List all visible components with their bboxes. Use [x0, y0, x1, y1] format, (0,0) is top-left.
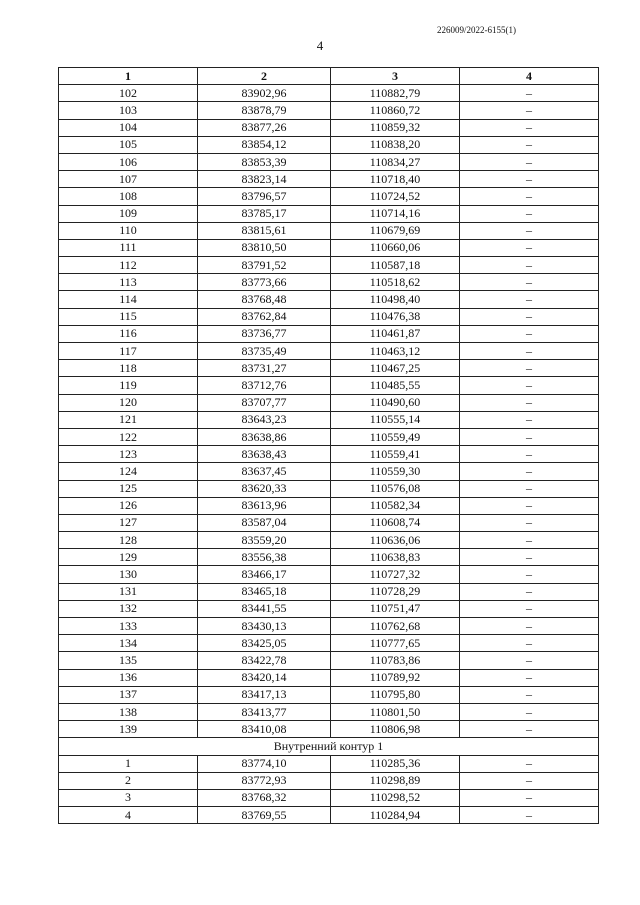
coordinate-y: 110559,49: [331, 428, 460, 445]
table-row: [59, 188, 599, 205]
table-row: [59, 772, 599, 789]
coordinate-x: 83796,57: [198, 188, 331, 205]
coordinate-x: 83638,43: [198, 446, 331, 463]
table-row: [59, 669, 599, 686]
remark: –: [460, 532, 599, 549]
coordinate-x: 83466,17: [198, 566, 331, 583]
table-row: [59, 549, 599, 566]
table-row: [59, 205, 599, 222]
remark: –: [460, 583, 599, 600]
section-row: [59, 738, 599, 755]
point-number: 107: [59, 171, 198, 188]
remark: –: [460, 222, 599, 239]
coordinate-y: 110608,74: [331, 514, 460, 531]
remark: –: [460, 755, 599, 772]
point-number: 125: [59, 480, 198, 497]
coordinate-y: 110724,52: [331, 188, 460, 205]
coordinate-y: 110638,83: [331, 549, 460, 566]
coordinate-x: 83556,38: [198, 549, 331, 566]
point-number: 124: [59, 463, 198, 480]
point-number: 108: [59, 188, 198, 205]
coordinate-y: 110636,06: [331, 532, 460, 549]
remark: –: [460, 291, 599, 308]
coordinate-x: 83422,78: [198, 652, 331, 669]
point-number: 135: [59, 652, 198, 669]
coordinate-x: 83736,77: [198, 325, 331, 342]
point-number: 103: [59, 102, 198, 119]
table-row: [59, 171, 599, 188]
coordinates-table: [58, 67, 599, 824]
table-row: [59, 360, 599, 377]
point-number: 122: [59, 428, 198, 445]
coordinate-y: 110463,12: [331, 343, 460, 360]
column-header: 4: [460, 68, 599, 85]
coordinate-y: 110576,08: [331, 480, 460, 497]
coordinate-y: 110728,29: [331, 583, 460, 600]
remark: –: [460, 446, 599, 463]
remark: –: [460, 600, 599, 617]
coordinate-x: 83712,76: [198, 377, 331, 394]
coordinate-x: 83731,27: [198, 360, 331, 377]
coordinate-x: 83769,55: [198, 807, 331, 824]
coordinate-y: 110298,52: [331, 789, 460, 806]
point-number: 137: [59, 686, 198, 703]
coordinate-y: 110582,34: [331, 497, 460, 514]
coordinate-y: 110285,36: [331, 755, 460, 772]
coordinate-x: 83774,10: [198, 755, 331, 772]
remark: –: [460, 566, 599, 583]
coordinate-x: 83559,20: [198, 532, 331, 549]
coordinate-x: 83785,17: [198, 205, 331, 222]
coordinate-y: 110838,20: [331, 136, 460, 153]
table-row: [59, 497, 599, 514]
table-row: [59, 600, 599, 617]
point-number: 113: [59, 274, 198, 291]
coordinate-y: 110461,87: [331, 325, 460, 342]
remark: –: [460, 703, 599, 720]
remark: –: [460, 411, 599, 428]
table-row: [59, 446, 599, 463]
point-number: 132: [59, 600, 198, 617]
coordinate-x: 83877,26: [198, 119, 331, 136]
remark: –: [460, 205, 599, 222]
coordinate-y: 110783,86: [331, 652, 460, 669]
coordinate-y: 110559,41: [331, 446, 460, 463]
coordinate-x: 83768,48: [198, 291, 331, 308]
column-header: 3: [331, 68, 460, 85]
point-number: 117: [59, 343, 198, 360]
column-header: 1: [59, 68, 198, 85]
coordinate-y: 110789,92: [331, 669, 460, 686]
point-number: 126: [59, 497, 198, 514]
table-row: [59, 136, 599, 153]
coordinate-y: 110860,72: [331, 102, 460, 119]
point-number: 114: [59, 291, 198, 308]
point-number: 1: [59, 755, 198, 772]
point-number: 120: [59, 394, 198, 411]
point-number: 136: [59, 669, 198, 686]
remark: –: [460, 772, 599, 789]
coordinate-x: 83773,66: [198, 274, 331, 291]
table-row: [59, 153, 599, 170]
table-row: [59, 411, 599, 428]
remark: –: [460, 514, 599, 531]
table-row: [59, 721, 599, 738]
remark: –: [460, 428, 599, 445]
table-row: [59, 119, 599, 136]
remark: –: [460, 652, 599, 669]
remark: –: [460, 463, 599, 480]
table-row: [59, 428, 599, 445]
table-row: [59, 222, 599, 239]
coordinate-x: 83823,14: [198, 171, 331, 188]
coordinate-x: 83853,39: [198, 153, 331, 170]
remark: –: [460, 153, 599, 170]
remark: –: [460, 377, 599, 394]
coordinate-y: 110714,16: [331, 205, 460, 222]
table-row: [59, 755, 599, 772]
coordinate-y: 110727,32: [331, 566, 460, 583]
table-row: [59, 635, 599, 652]
remark: –: [460, 85, 599, 102]
coordinate-x: 83810,50: [198, 239, 331, 256]
coordinate-x: 83735,49: [198, 343, 331, 360]
coordinate-y: 110859,32: [331, 119, 460, 136]
coordinate-y: 110806,98: [331, 721, 460, 738]
point-number: 123: [59, 446, 198, 463]
coordinate-y: 110490,60: [331, 394, 460, 411]
coordinate-y: 110587,18: [331, 257, 460, 274]
table-row: [59, 257, 599, 274]
table-row: [59, 618, 599, 635]
point-number: 121: [59, 411, 198, 428]
table-row: [59, 566, 599, 583]
point-number: 129: [59, 549, 198, 566]
point-number: 131: [59, 583, 198, 600]
coordinate-x: 83643,23: [198, 411, 331, 428]
coordinate-x: 83815,61: [198, 222, 331, 239]
coordinate-x: 83420,14: [198, 669, 331, 686]
remark: –: [460, 721, 599, 738]
coordinate-y: 110795,80: [331, 686, 460, 703]
section-title: Внутренний контур 1: [59, 738, 599, 755]
section-body: [59, 755, 599, 824]
coordinate-y: 110467,25: [331, 360, 460, 377]
point-number: 2: [59, 772, 198, 789]
table-row: [59, 308, 599, 325]
table-row: [59, 807, 599, 824]
point-number: 127: [59, 514, 198, 531]
remark: –: [460, 549, 599, 566]
point-number: 133: [59, 618, 198, 635]
remark: –: [460, 789, 599, 806]
remark: –: [460, 394, 599, 411]
remark: –: [460, 102, 599, 119]
coordinate-y: 110660,06: [331, 239, 460, 256]
coordinate-y: 110559,30: [331, 463, 460, 480]
coordinate-y: 110718,40: [331, 171, 460, 188]
coordinate-y: 110679,69: [331, 222, 460, 239]
coordinate-x: 83854,12: [198, 136, 331, 153]
table-row: [59, 703, 599, 720]
table-row: [59, 85, 599, 102]
coordinate-x: 83413,77: [198, 703, 331, 720]
coordinate-x: 83902,96: [198, 85, 331, 102]
remark: –: [460, 618, 599, 635]
coordinate-y: 110751,47: [331, 600, 460, 617]
point-number: 134: [59, 635, 198, 652]
coordinate-y: 110284,94: [331, 807, 460, 824]
table-header-row: [59, 68, 599, 85]
table-row: [59, 514, 599, 531]
coordinate-x: 83441,55: [198, 600, 331, 617]
remark: –: [460, 686, 599, 703]
point-number: 104: [59, 119, 198, 136]
coordinate-y: 110298,89: [331, 772, 460, 789]
remark: –: [460, 308, 599, 325]
point-number: 112: [59, 257, 198, 274]
coordinate-x: 83791,52: [198, 257, 331, 274]
table-row: [59, 274, 599, 291]
coordinate-x: 83410,08: [198, 721, 331, 738]
table-row: [59, 652, 599, 669]
coordinate-x: 83465,18: [198, 583, 331, 600]
point-number: 128: [59, 532, 198, 549]
point-number: 130: [59, 566, 198, 583]
remark: –: [460, 669, 599, 686]
table-row: [59, 377, 599, 394]
coordinate-y: 110762,68: [331, 618, 460, 635]
coordinate-x: 83613,96: [198, 497, 331, 514]
remark: –: [460, 257, 599, 274]
coordinate-x: 83620,33: [198, 480, 331, 497]
point-number: 105: [59, 136, 198, 153]
coordinate-x: 83430,13: [198, 618, 331, 635]
remark: –: [460, 171, 599, 188]
table-row: [59, 463, 599, 480]
coordinate-y: 110555,14: [331, 411, 460, 428]
coordinate-x: 83587,04: [198, 514, 331, 531]
point-number: 118: [59, 360, 198, 377]
remark: –: [460, 136, 599, 153]
point-number: 3: [59, 789, 198, 806]
coordinate-x: 83637,45: [198, 463, 331, 480]
remark: –: [460, 119, 599, 136]
point-number: 102: [59, 85, 198, 102]
point-number: 4: [59, 807, 198, 824]
table-row: [59, 789, 599, 806]
remark: –: [460, 239, 599, 256]
coordinate-y: 110476,38: [331, 308, 460, 325]
table-row: [59, 102, 599, 119]
coordinate-y: 110834,27: [331, 153, 460, 170]
remark: –: [460, 188, 599, 205]
remark: –: [460, 274, 599, 291]
point-number: 116: [59, 325, 198, 342]
point-number: 119: [59, 377, 198, 394]
remark: –: [460, 480, 599, 497]
coordinate-y: 110485,55: [331, 377, 460, 394]
remark: –: [460, 343, 599, 360]
point-number: 139: [59, 721, 198, 738]
point-number: 109: [59, 205, 198, 222]
remark: –: [460, 635, 599, 652]
table-row: [59, 239, 599, 256]
coordinate-x: 83638,86: [198, 428, 331, 445]
point-number: 138: [59, 703, 198, 720]
remark: –: [460, 360, 599, 377]
table-row: [59, 686, 599, 703]
table-row: [59, 583, 599, 600]
remark: –: [460, 325, 599, 342]
table-row: [59, 394, 599, 411]
coordinate-x: 83762,84: [198, 308, 331, 325]
remark: –: [460, 807, 599, 824]
coordinate-y: 110777,65: [331, 635, 460, 652]
table-row: [59, 532, 599, 549]
coordinate-x: 83772,93: [198, 772, 331, 789]
coordinate-x: 83707,77: [198, 394, 331, 411]
coordinate-x: 83417,13: [198, 686, 331, 703]
point-number: 110: [59, 222, 198, 239]
point-number: 106: [59, 153, 198, 170]
page-number: 4: [316, 38, 324, 53]
table-row: [59, 343, 599, 360]
document-number: 226009/2022-6155(1): [437, 25, 516, 35]
table-body: [59, 85, 599, 738]
point-number: 111: [59, 239, 198, 256]
coordinate-x: 83768,32: [198, 789, 331, 806]
table-row: [59, 480, 599, 497]
coordinate-x: 83425,05: [198, 635, 331, 652]
coordinate-x: 83878,79: [198, 102, 331, 119]
coordinate-y: 110882,79: [331, 85, 460, 102]
table-row: [59, 291, 599, 308]
coordinate-y: 110498,40: [331, 291, 460, 308]
remark: –: [460, 497, 599, 514]
point-number: 115: [59, 308, 198, 325]
coordinate-y: 110518,62: [331, 274, 460, 291]
column-header: 2: [198, 68, 331, 85]
coordinate-y: 110801,50: [331, 703, 460, 720]
table-row: [59, 325, 599, 342]
